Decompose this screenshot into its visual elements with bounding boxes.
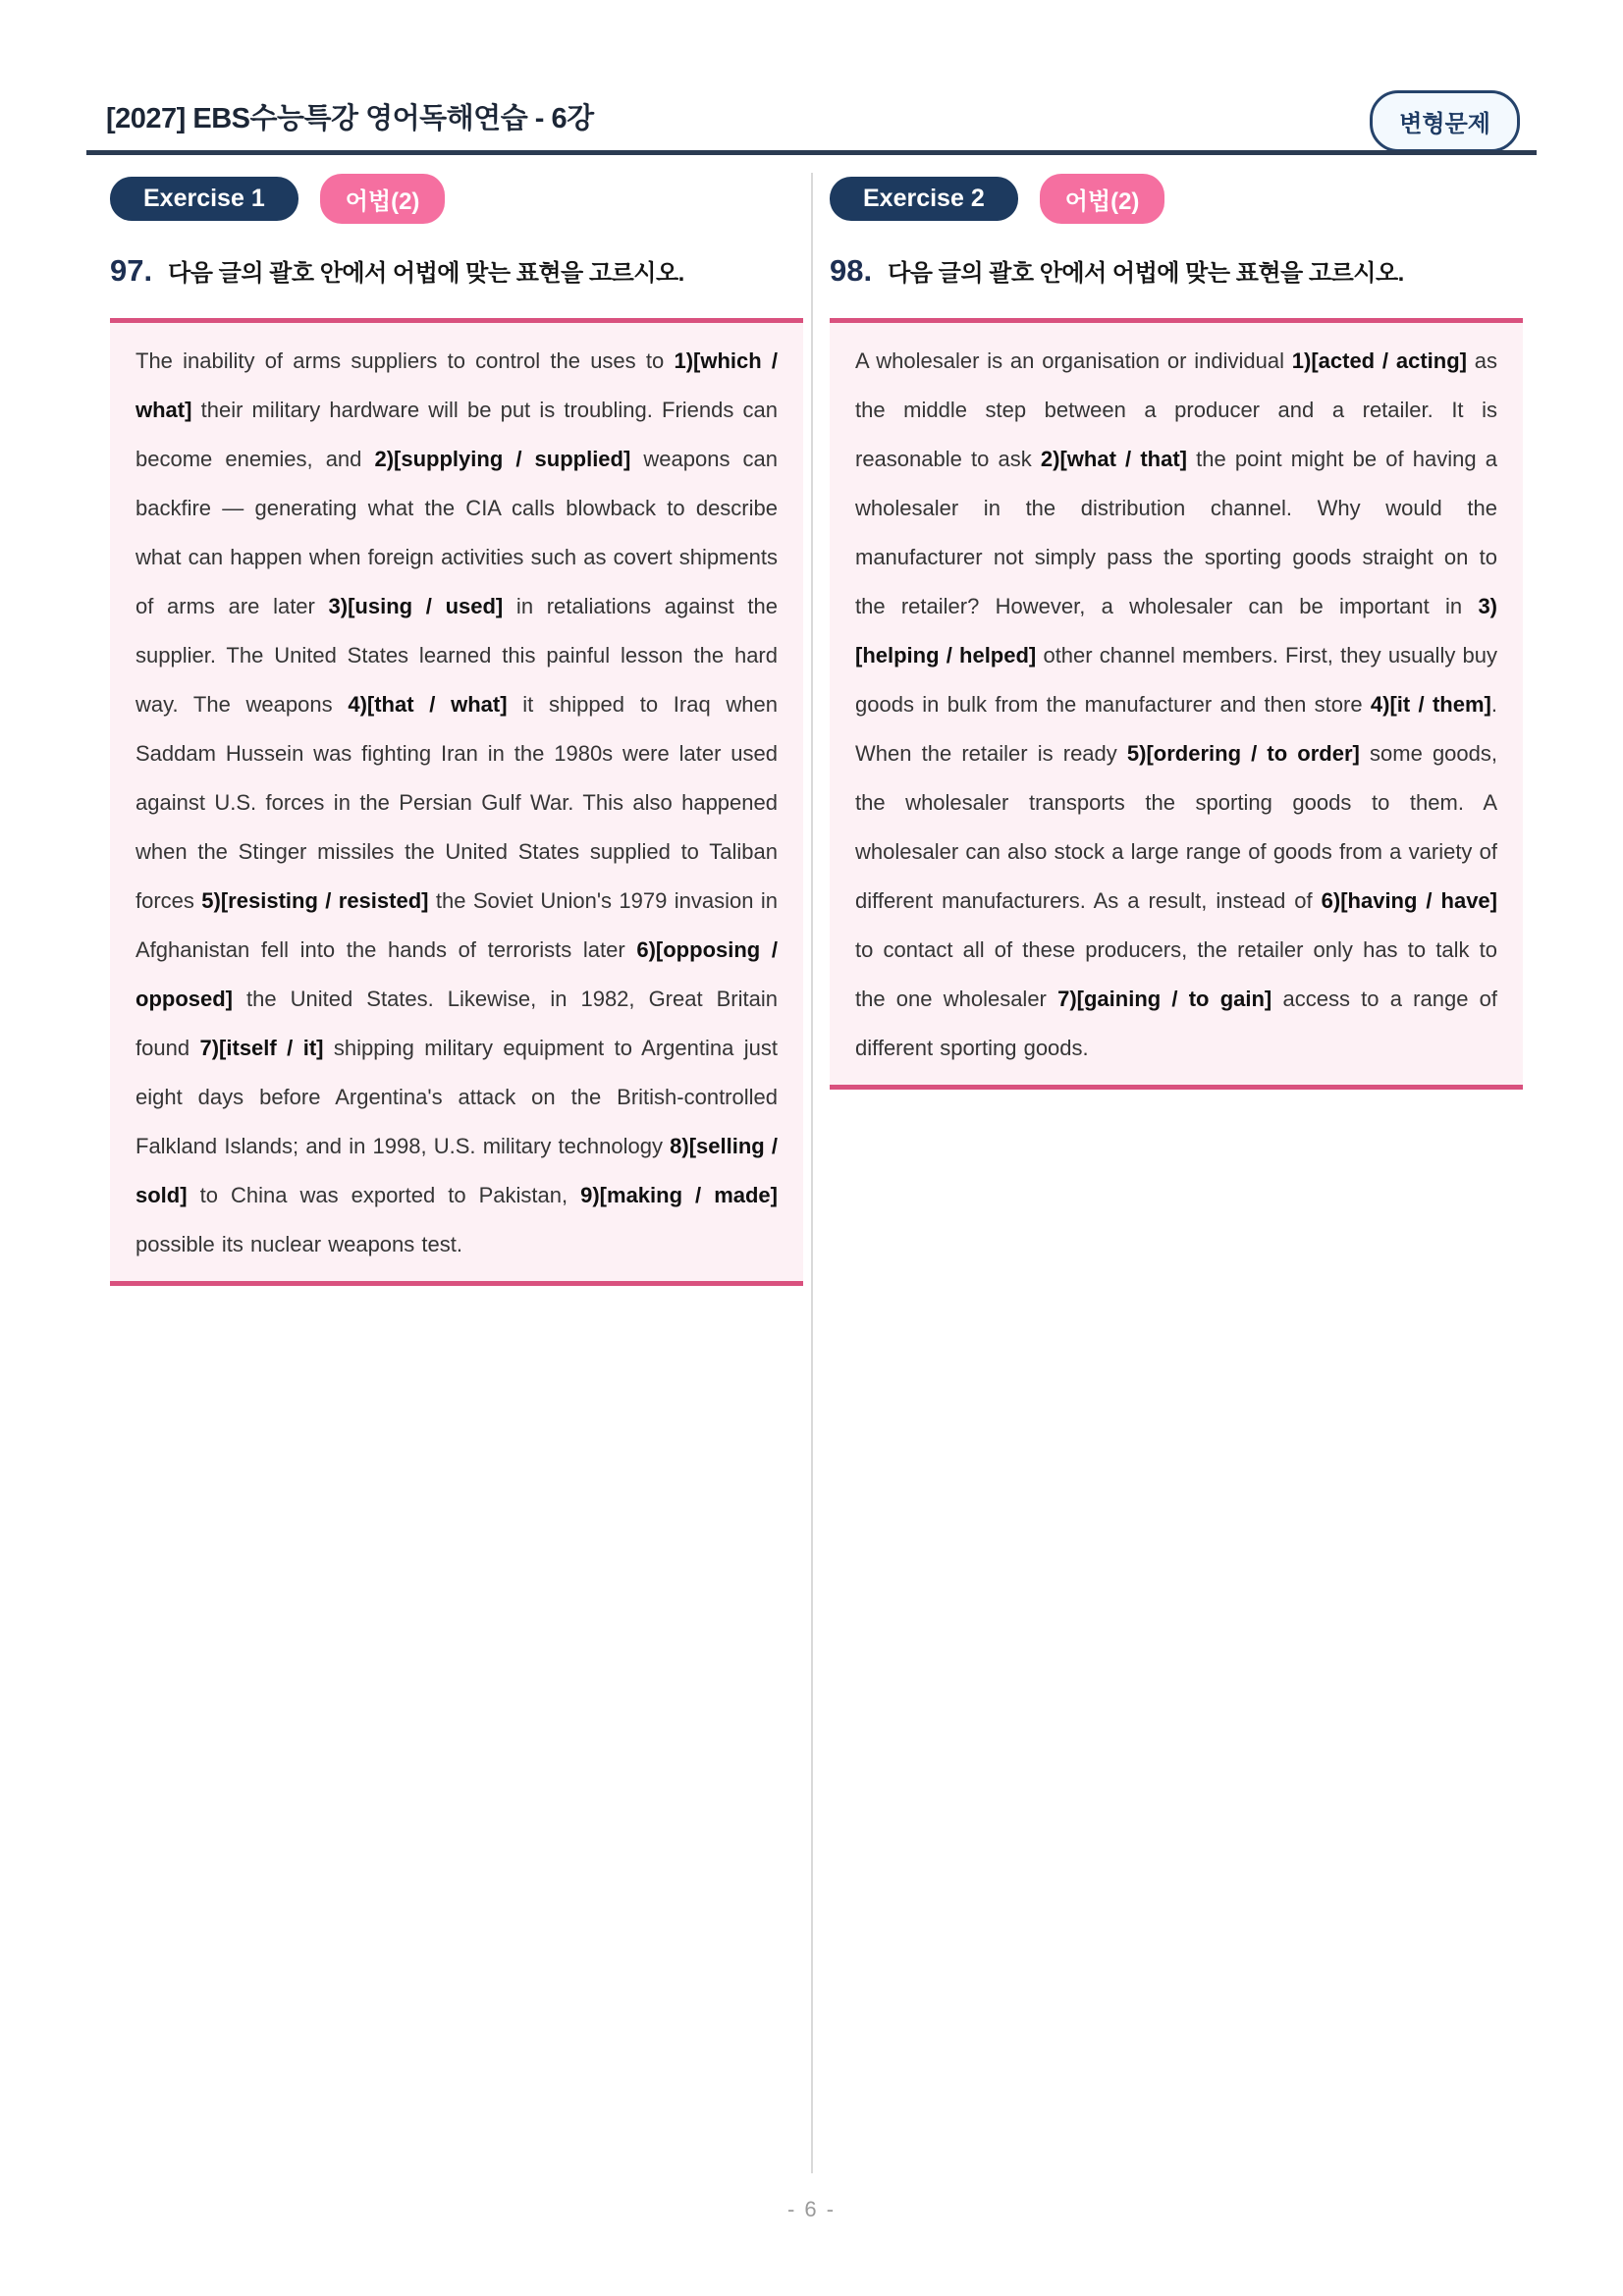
question-98-number: 98. [830, 253, 873, 288]
passage-box-98 [830, 318, 1523, 1090]
question-98-instruction: 다음 글의 괄호 안에서 어법에 맞는 표현을 고르시오. [888, 260, 1404, 287]
grammar-topic-badge-2: 어법(2) [1040, 174, 1165, 224]
question-97-instruction: 다음 글의 괄호 안에서 어법에 맞는 표현을 고르시오. [168, 260, 684, 287]
exercise-1-badge: Exercise 1 [110, 177, 298, 221]
page-number: - 6 - [786, 2197, 837, 2221]
grammar-topic-badge-1: 어법(2) [320, 174, 446, 224]
header-divider [86, 150, 1537, 155]
passage-98-text: A wholesaler is an organisation or individual 1)[acted / acting] as the middle step between a producer and a retailer. It is reasonable to ask 2)[what / that] the point might be of having a wholesaler in the distribution channel. Why would the manufacturer not simply pass the sporting goods straight on to the retailer? However, a wholesaler can be important in 3)[helping / helped] other channel members. First, they usually buy goods in bulk from the manufacturer and then store 4)[it / them]. When the retailer is ready 5)[ordering / to order] some goods, the wholesaler transports the sporting goods to them. A wholesaler can also stock a large range of goods from a variety of different manufacturers. As a result, instead of 6)[having / have] to contact all of these producers, the retailer only has to talk to the one wholesaler 7)[gaining / to gain] access to a range of different sporting goods. [855, 348, 1498, 1060]
exercise-1-column [110, 177, 803, 1286]
exercise-2-badge: Exercise 2 [830, 177, 1018, 221]
question-97-number: 97. [110, 253, 153, 288]
exercise-2-badge-row [830, 177, 1523, 220]
page-title: [2027] EBS수능특강 영어독해연습 - 6강 [106, 103, 594, 134]
passage-97-text: The inability of arms suppliers to control the uses to 1)[which / what] their military hardware will be put is troubling. Friends can become enemies, and 2)[supplying / supplied] weapons can backfire — generating what the CIA calls blowback to describe what can happen when foreign activities such as covert shipments of arms are later 3)[using / used] in retaliations against the supplier. The United States learned this painful lesson the hard way. The weapons 4)[that / what] it shipped to Iraq when Saddam Hussein was fighting Iran in the 1980s were later used against U.S. forces in the Persian Gulf War. This also happened when the Stinger missiles the United States supplied to Taliban forces 5)[resisting / resisted] the Soviet Union's 1979 invasion in Afghanistan fell into the hands of terrorists later 6)[opposing / opposed] the United States. Likewise, in 1982, Great Britain found 7)[itself / it] shipping military equipment to Argentina just eight days before Argentina's attack on the British-controlled Falkland Islands; and in 1998, U.S. military technology 8)[selling / sold] to China was exported to Pakistan, 9)[making / made] possible its nuclear weapons test. [135, 348, 779, 1256]
exercise-2-column [830, 177, 1523, 1090]
variant-problem-badge: 변형문제 [1370, 90, 1520, 152]
question-98-line [830, 253, 1523, 289]
question-97-line [110, 253, 803, 289]
column-divider [811, 173, 813, 2173]
passage-box-97 [110, 318, 803, 1286]
exercise-1-badge-row [110, 177, 803, 220]
